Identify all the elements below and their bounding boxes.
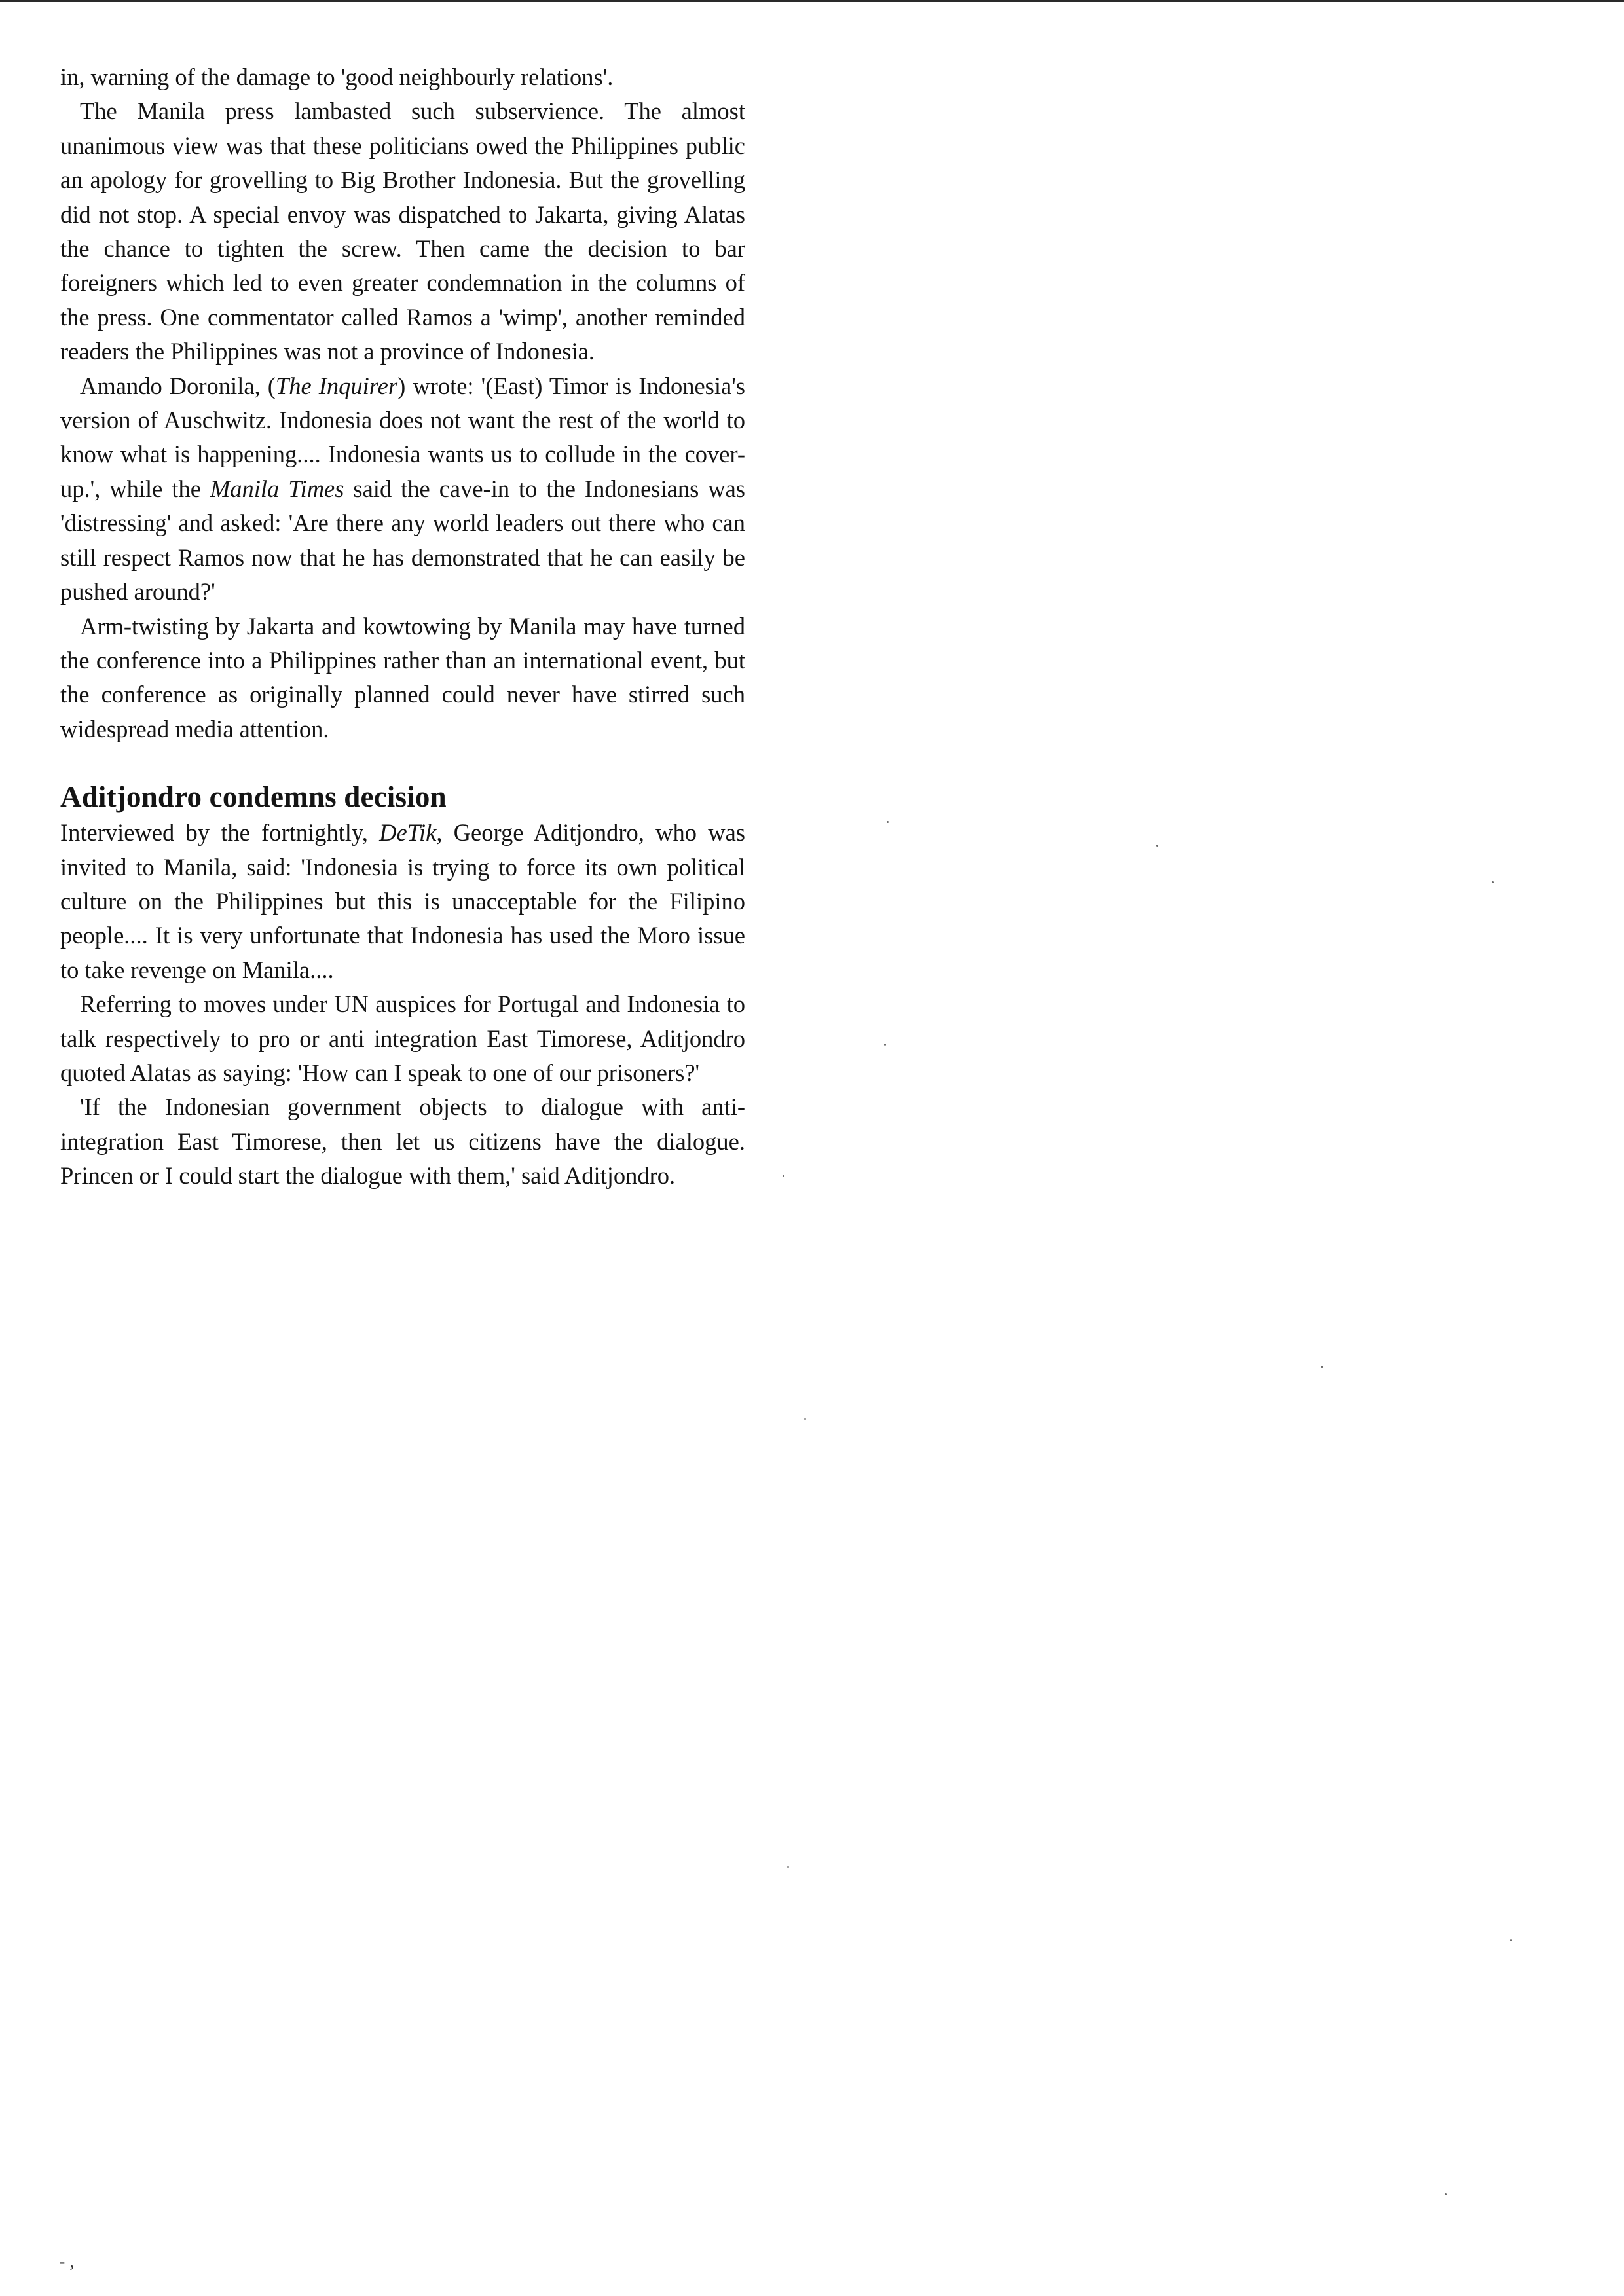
dialogue-paragraph: 'If the Indonesian government objects to dialogue with anti-integration East Timorese, then let us citizens have the dialogue. Princen or I could start the dialogue with them,' said Aditjondro. — [60, 1093, 745, 1190]
intro-paragraph-1: in, warning of the damage to 'good neighbourly relations'. — [60, 64, 614, 90]
scan-speck — [787, 1866, 789, 1868]
doronila-paragraph — [60, 369, 745, 610]
section-heading: Aditjondro condemns decision — [60, 780, 447, 814]
interview-text-1: Interviewed by the fortnightly, — [60, 819, 380, 847]
footer-mark: - , — [59, 2251, 75, 2272]
scan-speck — [1510, 1939, 1512, 1941]
detik-title: DeTik — [379, 819, 437, 847]
article-column — [60, 60, 745, 1194]
scan-speck — [887, 821, 889, 823]
scan-speck — [1445, 2193, 1447, 2195]
scan-speck — [1492, 881, 1494, 883]
top-border-rule — [0, 0, 1624, 2]
scan-speck — [804, 1418, 806, 1420]
doronila-text-3: said the cave-in to the Indonesians was 'distressing' and asked: 'Are there any world leaders out there who can still respect Ramos now that he has demonstrated that he can easily be pushed around?' — [60, 475, 745, 606]
inquirer-title: The Inquirer — [275, 372, 398, 399]
doronila-text-2: ) wrote: '(East) Timor is Indonesia's version of Auschwitz. Indonesia does not want the rest of the world to know what is happening.... Indonesia wants us to collude in the cover-up.', while the — [60, 372, 745, 502]
interview-text-2: , George Aditjondro, who was invited to Manila, said: 'Indonesia is trying to force its own political culture on the Philippines but this is unacceptable for the Filipino people.... It is very unfortunate that Indonesia has used the Moro issue to take revenge on Manila.... — [60, 819, 745, 983]
interview-paragraph — [60, 816, 745, 987]
alatas-paragraph: Referring to moves under UN auspices for Portugal and Indonesia to talk respectively to pro or anti integration East Timorese, Aditjondro quoted Alatas as saying: 'How can I speak to one of our prisoners?' — [60, 991, 745, 1086]
manila-times-title: Manila Times — [210, 475, 344, 502]
scan-speck — [1156, 845, 1158, 847]
scan-speck — [1321, 1366, 1323, 1368]
scan-speck — [884, 1044, 886, 1046]
intro-paragraph-2: The Manila press lambasted such subservience. The almost unanimous view was that these politicians owed the Philippines public an apology for grovelling to Big Brother Indonesia. But the grovelling did not stop. A special envoy was dispatched to Jakarta, giving Alatas the chance to tighten the screw. Then came the decision to bar foreigners which led to even greater condemnation in the columns of the press. One commentator called Ramos a 'wimp', another reminded readers the Philippines was not a province of Indonesia. — [60, 98, 745, 365]
doronila-text-1: Amando Doronila, ( — [80, 372, 276, 399]
scan-speck — [783, 1175, 784, 1177]
closing-paragraph: Arm-twisting by Jakarta and kowtowing by Manila may have turned the conference into a Philippines rather than an international event, but the conference as originally planned could never have stirred such widespread media attention. — [60, 612, 745, 742]
